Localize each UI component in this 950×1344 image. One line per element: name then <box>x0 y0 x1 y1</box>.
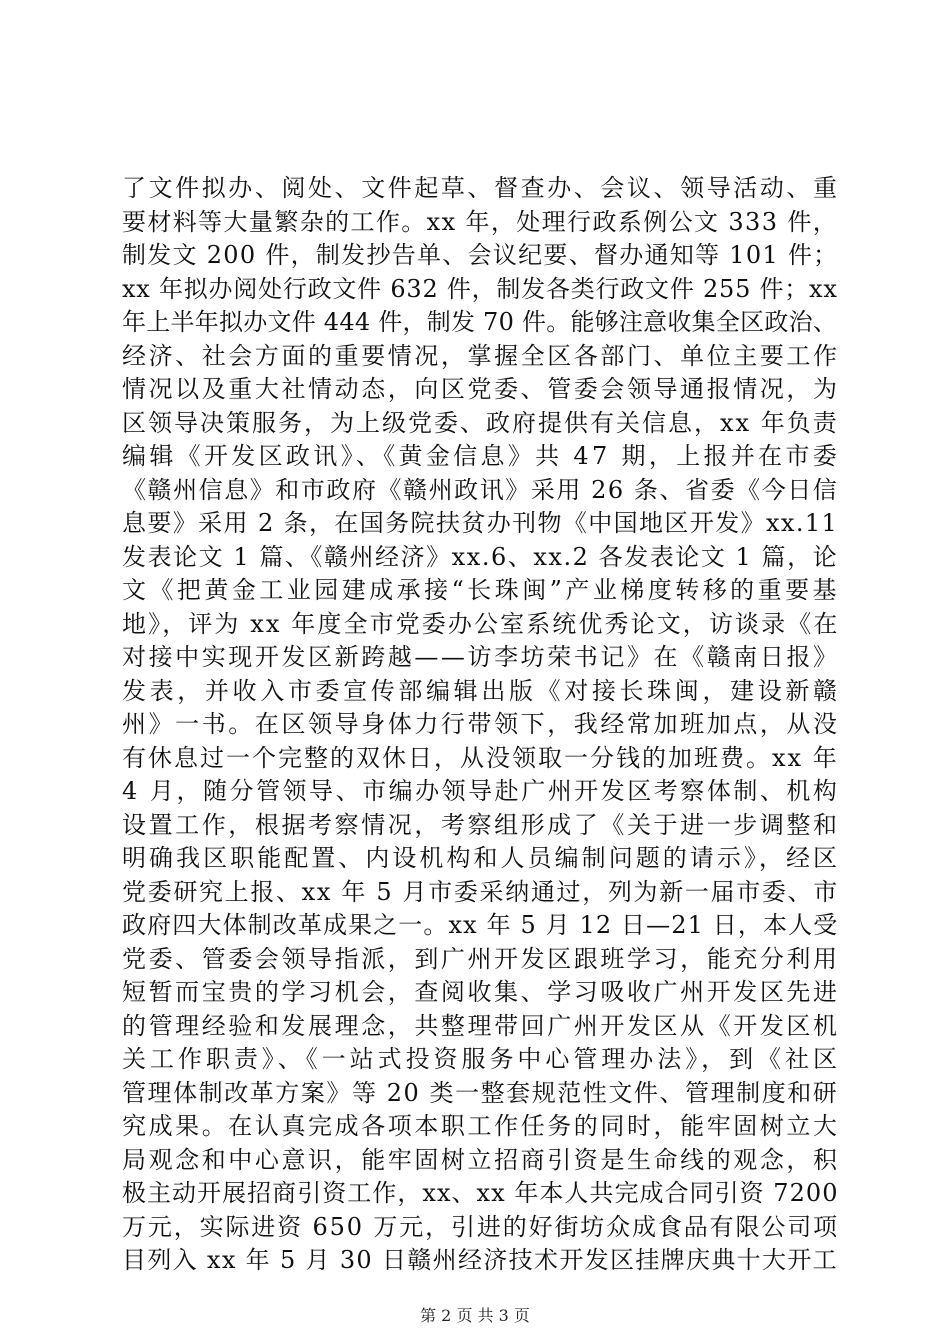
text-line: 地》，评为 xx 年度全市党委办公室系统优秀论文，访谈录《在 <box>122 609 840 638</box>
text-line: 编辑《开发区政讯》、《黄金信息》共 47 期，上报并在市委 <box>122 442 841 470</box>
text-line: 文《把黄金工业园建成承接“长珠闽”产业梯度转移的重要基 <box>122 576 840 604</box>
text-line: 党委研究上报、xx 年 5 月市委采纳通过，列为新一届市委、市 <box>122 877 839 906</box>
text-line: 政府四大体制改革成果之一。xx 年 5 月 12 日—21 日，本人受 <box>122 911 839 939</box>
text-line: 发表论文 1 篇、《赣州经济》xx.6、xx.2 各发表论文 1 篇，论 <box>122 542 839 571</box>
text-line: 明确我区职能配置、内设机构和人员编制问题的请示》，经区 <box>122 844 841 872</box>
text-line: xx 年拟办阅处行政文件 632 件，制发各类行政文件 255 件；xx <box>122 274 838 303</box>
text-line: 区领导决策服务，为上级党委、政府提供有关信息，xx 年负责 <box>122 408 839 437</box>
text-line: 万元，实际进资 650 万元，引进的好街坊众成食品有限公司项 <box>122 1212 839 1241</box>
text-line: 年上半年拟办文件 444 件，制发 70 件。能够注意收集全区政治、 <box>122 308 838 336</box>
text-line: 发表，并收入市委宣传部编辑出版《对接长珠闽，建设新赣 <box>122 676 841 705</box>
text-line: 对接中实现开发区新跨越——访李坊荣书记》在《赣南日报》 <box>122 643 840 671</box>
text-line: 情况以及重大社情动态，向区党委、管委会领导通报情况，为 <box>122 375 840 403</box>
text-line: 《赣州信息》和市政府《赣州政讯》采用 26 条、省委《今日信 <box>122 475 839 504</box>
text-line: 管理体制改革方案》等 20 类一整套规范性文件、管理制度和研 <box>122 1078 839 1107</box>
text-line: 极主动开展招商引资工作，xx、xx 年本人共完成合同引资 7200 <box>122 1179 839 1207</box>
text-line: 息要》采用 2 条，在国务院扶贫办刊物《中国地区开发》xx.11 <box>122 509 839 537</box>
text-line: 4 月，随分管领导、市编办领导赴广州开发区考察体制、机构 <box>122 777 840 805</box>
page-footer: 第 2 页 共 3 页 <box>420 1306 530 1325</box>
text-line: 党委、管委会领导指派，到广州开发区跟班学习，能充分利用 <box>122 944 840 973</box>
text-line: 了文件拟办、阅处、文件起草、督查办、会议、领导活动、重 <box>122 174 840 202</box>
text-line: 州》一书。在区领导身体力行带领下，我经常加班加点，从没 <box>122 710 840 738</box>
text-line: 局观念和中心意识，能牢固树立招商引资是生命线的观念，积 <box>122 1145 840 1174</box>
text-line: 目列入 xx 年 5 月 30 日赣州经济技术开发区挂牌庆典十大开工 <box>122 1246 838 1274</box>
text-line: 关工作职责》、《一站式投资服务中心管理办法》，到《社区 <box>122 1045 841 1073</box>
text-line: 经济、社会方面的重要情况，掌握全区各部门、单位主要工作 <box>122 341 840 370</box>
text-line: 短暂而宝贵的学习机会，查阅收集、学习吸收广州开发区先进 <box>122 978 840 1006</box>
text-line: 设置工作，根据考察情况，考察组形成了《关于进一步调整和 <box>122 810 840 839</box>
text-line: 制发文 200 件，制发抄告单、会议纪要、督办通知等 101 件； <box>122 241 839 269</box>
text-line: 究成果。在认真完成各项本职工作任务的同时，能牢固树立大 <box>122 1112 840 1140</box>
body-paragraph <box>122 172 841 1278</box>
text-line: 的管理经验和发展理念，共整理带回广州开发区从《开发区机 <box>122 1011 840 1040</box>
text-line: 要材料等大量繁杂的工作。xx 年，处理行政系例公文 333 件， <box>122 207 839 236</box>
text-line: 有休息过一个完整的双休日，从没领取一分钱的加班费。xx 年 <box>122 743 839 772</box>
